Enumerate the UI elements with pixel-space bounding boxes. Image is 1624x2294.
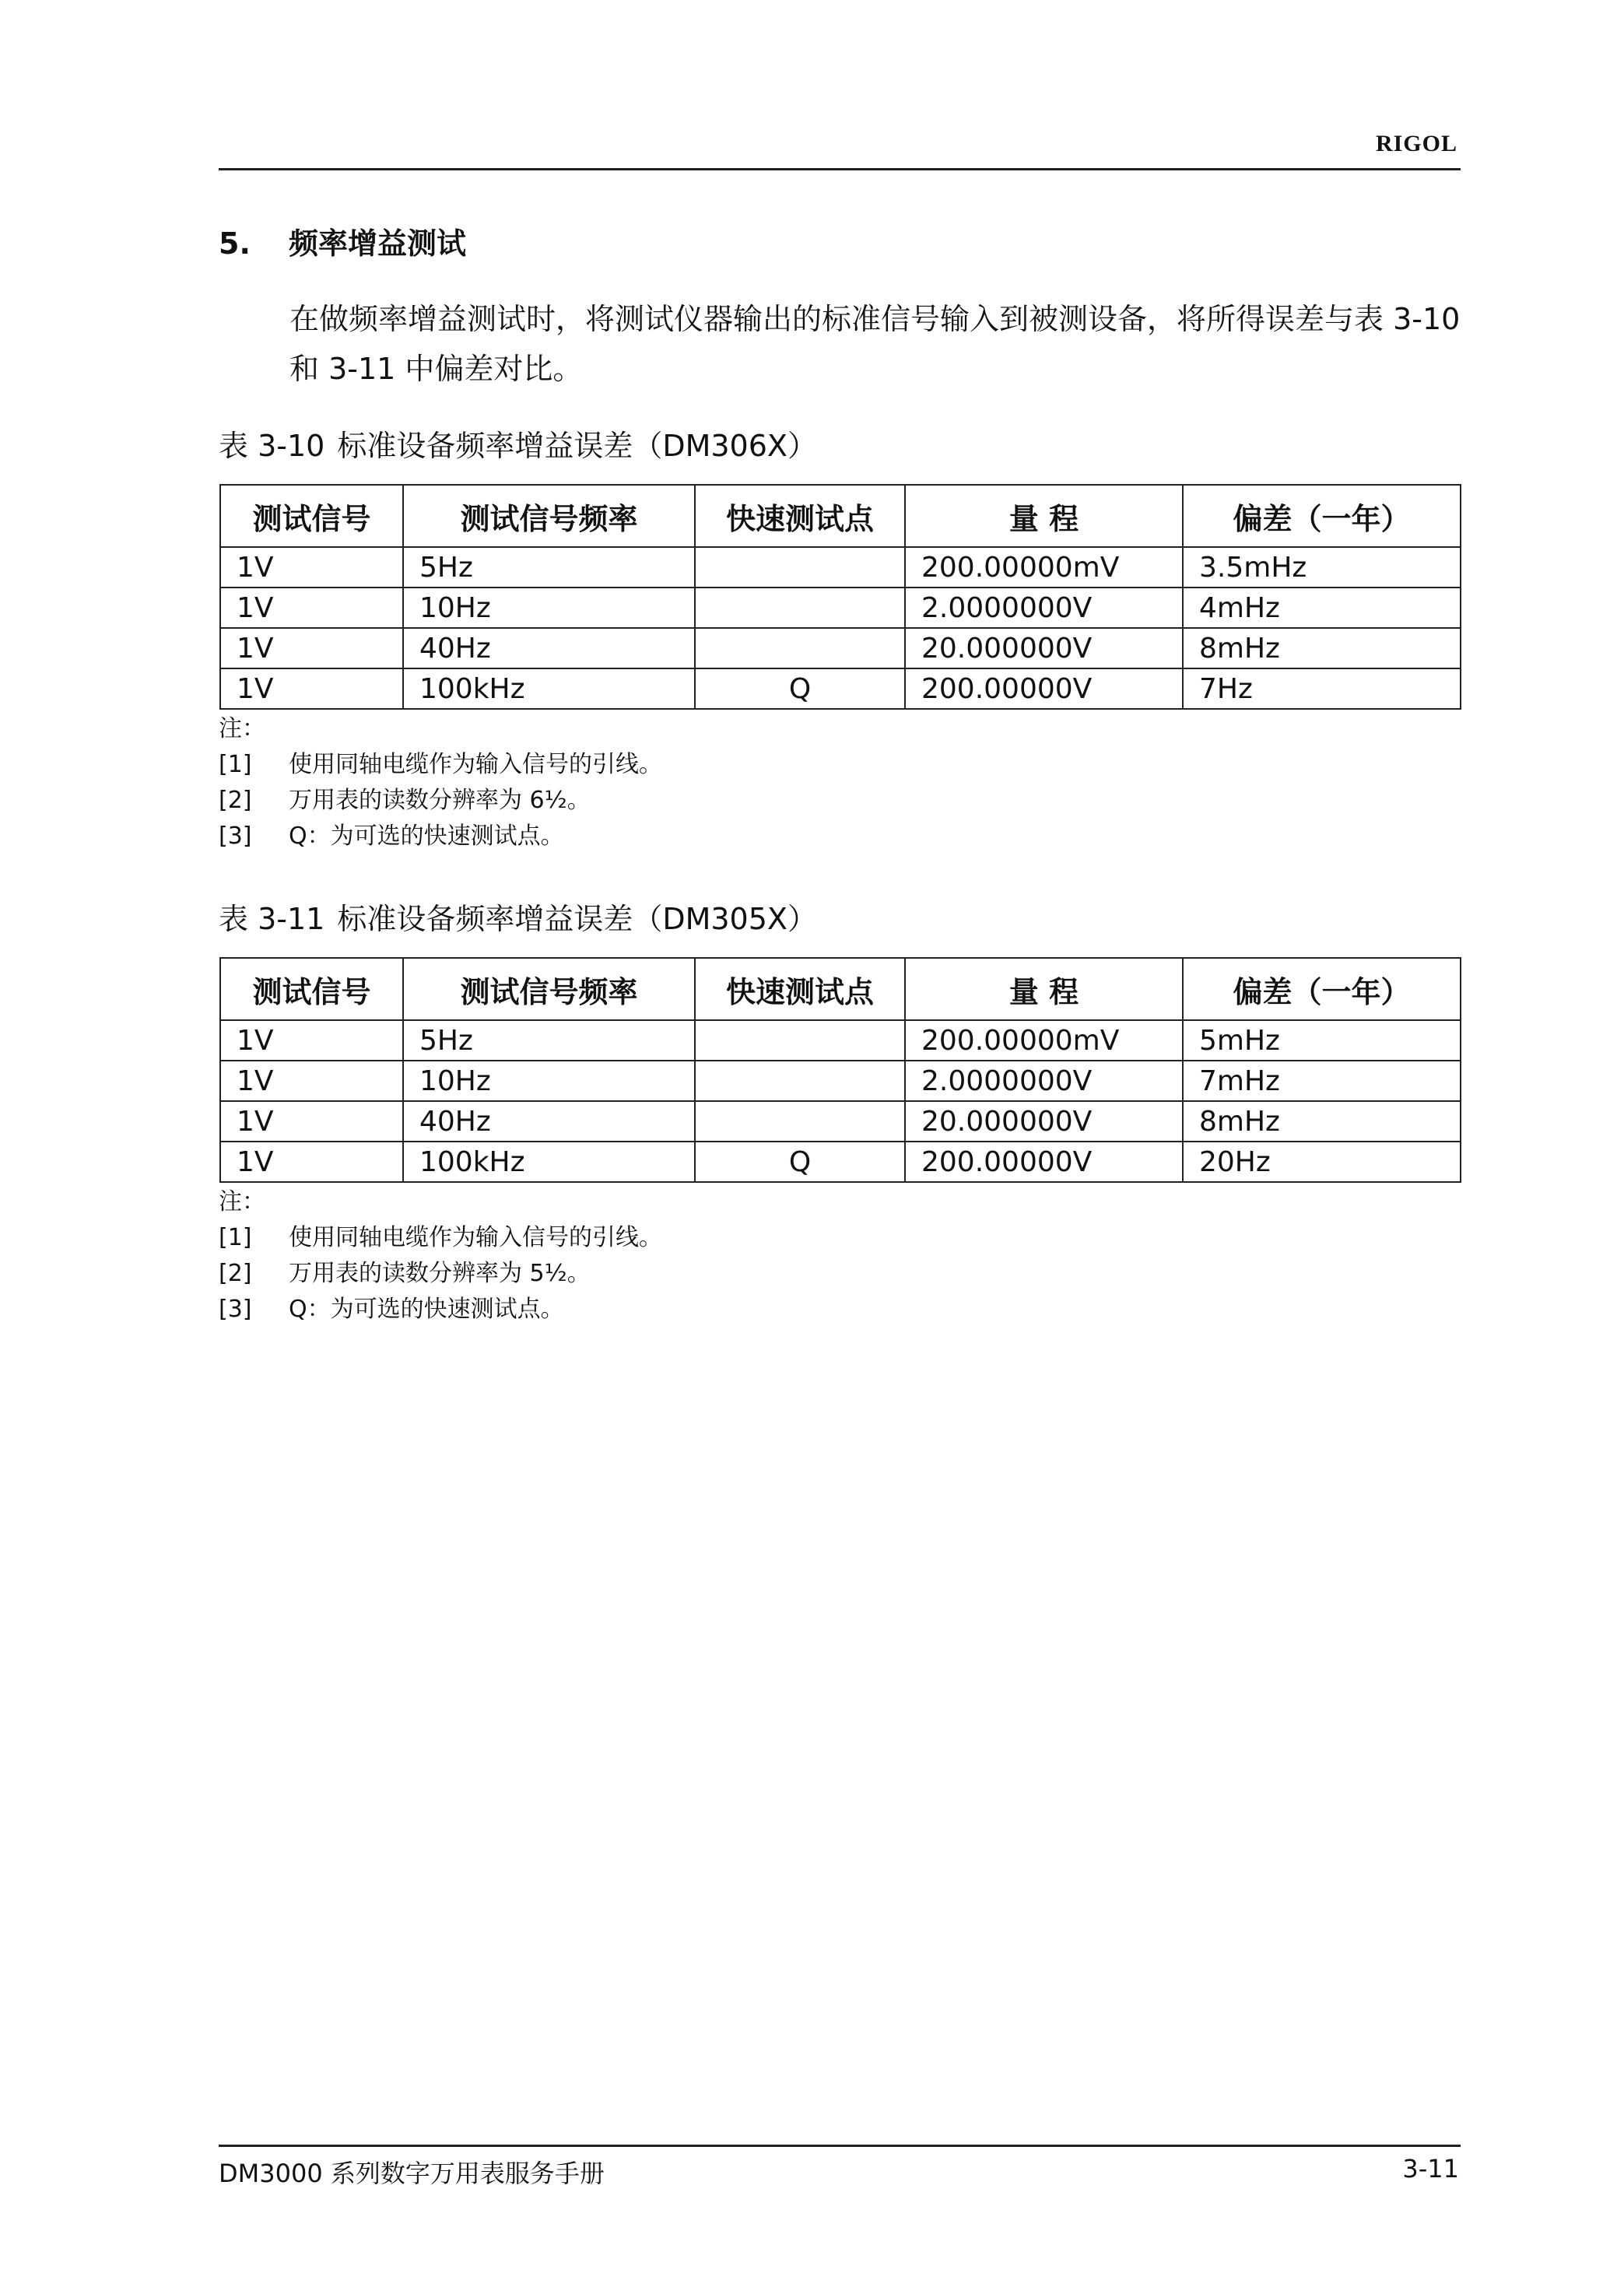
- table-cell: 8mHz: [1183, 1101, 1461, 1142]
- note-item: [219, 1256, 662, 1292]
- table-row: [220, 1101, 1461, 1142]
- table-caption: [219, 895, 817, 938]
- table-cell: 1V: [220, 547, 403, 588]
- table-cell: 10Hz: [403, 1061, 695, 1101]
- col-header: 测试信号: [220, 958, 403, 1020]
- table-notes: [219, 1184, 662, 1328]
- col-header: 量 程: [905, 485, 1183, 547]
- table-cell: [695, 547, 905, 588]
- col-header: 测试信号频率: [403, 958, 695, 1020]
- table-cell: 200.00000mV: [905, 547, 1183, 588]
- table-cell: 20.000000V: [905, 628, 1183, 668]
- table-row: [220, 668, 1461, 709]
- note-text: 万用表的读数分辨率为 6½。: [289, 787, 591, 814]
- table-cell: [695, 628, 905, 668]
- table-label: 表 3-10: [219, 429, 325, 463]
- table-cell: [695, 1061, 905, 1101]
- intro-paragraph: 在做频率增益测试时，将测试仪器输出的标准信号输入到被测设备，将所得误差与表 3-10 和 3-11 中偏差对比。: [289, 302, 1461, 386]
- col-header: 量 程: [905, 958, 1183, 1020]
- footer-rule: [219, 2145, 1461, 2147]
- table-cell: 1V: [220, 1101, 403, 1142]
- table-cell: 8mHz: [1183, 628, 1461, 668]
- table-cell: 200.00000mV: [905, 1020, 1183, 1061]
- table-cell: Q: [695, 668, 905, 709]
- table-cell: 1V: [220, 628, 403, 668]
- table-label: 表 3-11: [219, 902, 325, 936]
- table-cell: 1V: [220, 588, 403, 628]
- footer-page-number: 3-11: [1402, 2154, 1459, 2184]
- table-cell: Q: [695, 1142, 905, 1182]
- table-cell: 1V: [220, 1020, 403, 1061]
- table-row: [220, 628, 1461, 668]
- table-cell: [695, 588, 905, 628]
- table-cell: 100kHz: [403, 668, 695, 709]
- table-cell: 100kHz: [403, 1142, 695, 1182]
- spec-table-dm306x: [219, 484, 1461, 710]
- col-header: 测试信号: [220, 485, 403, 547]
- note-index: [2]: [219, 787, 252, 814]
- table-cell: 40Hz: [403, 1101, 695, 1142]
- section-heading: [219, 219, 466, 262]
- table-row: [220, 547, 1461, 588]
- table-cell: 1V: [220, 668, 403, 709]
- table-header-row: [220, 485, 1461, 547]
- table-cell: 10Hz: [403, 588, 695, 628]
- table-cell: 200.00000V: [905, 1142, 1183, 1182]
- note-text: Q：为可选的快速测试点。: [289, 823, 564, 850]
- table-cell: 3.5mHz: [1183, 547, 1461, 588]
- note-index: [3]: [219, 1296, 252, 1323]
- note-item: [219, 1292, 662, 1328]
- table-cell: [695, 1020, 905, 1061]
- header-rule: [219, 168, 1461, 170]
- footer-manual-title: DM3000 系列数字万用表服务手册: [219, 2159, 605, 2188]
- note-text: 使用同轴电缆作为输入信号的引线。: [289, 751, 662, 778]
- brand-logo-text: RIGOL: [1375, 131, 1457, 156]
- note-item: [219, 783, 662, 819]
- col-header: 偏差（一年）: [1183, 958, 1461, 1020]
- col-header: 快速测试点: [695, 958, 905, 1020]
- note-index: [3]: [219, 823, 252, 850]
- table-cell: 2.0000000V: [905, 588, 1183, 628]
- table-cell: 20.000000V: [905, 1101, 1183, 1142]
- table-row: [220, 588, 1461, 628]
- table-row: [220, 1061, 1461, 1101]
- note-text: 使用同轴电缆作为输入信号的引线。: [289, 1224, 662, 1251]
- table-header-row: [220, 958, 1461, 1020]
- table-cell: 7mHz: [1183, 1061, 1461, 1101]
- col-header: 测试信号频率: [403, 485, 695, 547]
- table-cell: 4mHz: [1183, 588, 1461, 628]
- table-cell: 5Hz: [403, 547, 695, 588]
- table-cell: 2.0000000V: [905, 1061, 1183, 1101]
- table-row: [220, 1020, 1461, 1061]
- notes-heading: 注：: [219, 715, 265, 742]
- col-header: 偏差（一年）: [1183, 485, 1461, 547]
- table-cell: 40Hz: [403, 628, 695, 668]
- table-notes: [219, 711, 662, 854]
- col-header: 快速测试点: [695, 485, 905, 547]
- table-caption: [219, 422, 817, 465]
- table-cell: 1V: [220, 1061, 403, 1101]
- note-index: [1]: [219, 751, 252, 778]
- table-cell: 7Hz: [1183, 668, 1461, 709]
- table-title: 标准设备频率增益误差（DM306X）: [337, 429, 817, 463]
- note-index: [2]: [219, 1260, 252, 1287]
- table-cell: 5mHz: [1183, 1020, 1461, 1061]
- notes-heading: 注：: [219, 1188, 265, 1215]
- table-row: [220, 1142, 1461, 1182]
- note-item: [219, 1220, 662, 1256]
- spec-table-dm305x: [219, 957, 1461, 1183]
- note-text: Q：为可选的快速测试点。: [289, 1296, 564, 1323]
- section-title: 频率增益测试: [289, 226, 467, 261]
- table-cell: 20Hz: [1183, 1142, 1461, 1182]
- table-cell: 5Hz: [403, 1020, 695, 1061]
- note-index: [1]: [219, 1224, 252, 1251]
- note-item: [219, 819, 662, 854]
- note-item: [219, 747, 662, 783]
- section-number: 5.: [219, 226, 251, 261]
- note-text: 万用表的读数分辨率为 5½。: [289, 1260, 591, 1287]
- table-title: 标准设备频率增益误差（DM305X）: [337, 902, 817, 936]
- table-cell: [695, 1101, 905, 1142]
- table-cell: 200.00000V: [905, 668, 1183, 709]
- table-cell: 1V: [220, 1142, 403, 1182]
